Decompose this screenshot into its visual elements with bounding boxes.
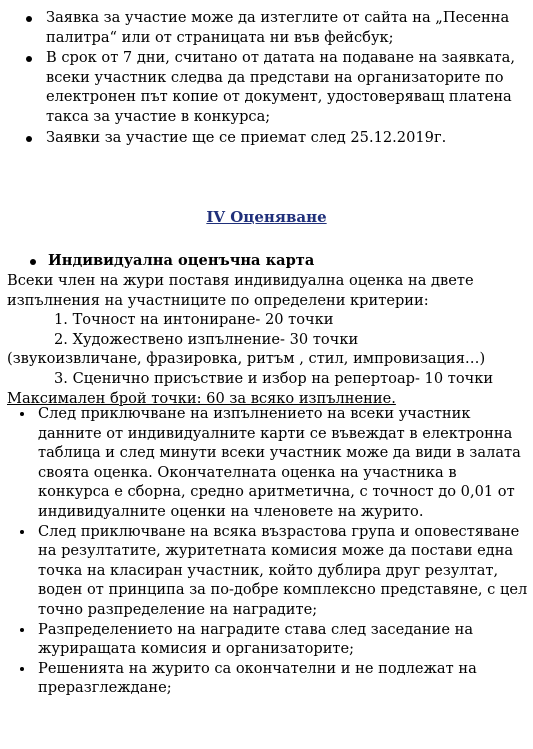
bullet-icon xyxy=(20,412,24,416)
criteria-note: (звукоизвличане, фразировка, ритъм , стил, импровизация…) xyxy=(7,350,486,368)
list-item-text: След приключване на всяка възрастова група и оповестяване на резултатите, журитетната комисия може да постави една точка на класиран участник, който дублира друг резултат, воден от принципа за по-добре комплексно представяне, с цел точно разпределение на наградите; xyxy=(38,522,528,618)
bullet-icon xyxy=(26,136,32,142)
section-heading: IV Оценяване xyxy=(206,208,327,226)
bullet-icon xyxy=(20,530,24,534)
list-item-text: Разпределението на наградите става след заседание на журиращата комисия и организаторите; xyxy=(38,620,474,658)
criterion-2: 2. Художествено изпълнение- 30 точки xyxy=(54,330,359,348)
bullet-icon xyxy=(20,667,24,671)
rules-list xyxy=(16,404,528,698)
list-item xyxy=(16,404,528,522)
list-item xyxy=(24,8,524,47)
list-item xyxy=(24,128,524,148)
bullet-icon xyxy=(20,628,24,632)
list-item xyxy=(16,620,528,659)
max-points: Максимален брой точки: 60 за всяко изпълнение. xyxy=(7,389,396,407)
bullet-icon xyxy=(30,259,36,265)
subsection-heading xyxy=(28,251,314,271)
list-item-text: Заявка за участие може да изтеглите от сайта на „Песенна палитра“ или от страницата ни във фейсбук; xyxy=(46,9,510,46)
registration-list xyxy=(24,8,524,148)
criterion-3: 3. Сценично присъствие и избор на репертоар- 10 точки xyxy=(54,369,494,387)
intro-paragraph: Всеки член на жури поставя индивидуална оценка на двете изпълнения на участниците по определени критерии: xyxy=(7,272,474,309)
criterion-1: 1. Точност на интониране- 20 точки xyxy=(54,311,334,329)
list-item-text: Решенията на журито са окончателни и не подлежат на преразглеждане; xyxy=(38,659,477,697)
list-item xyxy=(16,522,528,620)
bullet-icon xyxy=(26,56,32,62)
list-item-text: Заявки за участие ще се приемат след 25.12.2019г. xyxy=(46,128,447,146)
list-item xyxy=(24,48,524,126)
list-item-text: В срок от 7 дни, считано от датата на подаване на заявката, всеки участник следва да представи на организаторите по електронен път копие от документ, удостоверяващ платена такса за участие в конкурса; xyxy=(46,49,515,125)
list-item xyxy=(16,659,528,698)
list-item-text: След приключване на изпълнението на всеки участник данните от индивидуалните карти се въвеждат в електронна таблица и след минути всеки участник може да види в залата своята оценка. Окончателната оценка на участника в конкурса е сборна, средно аритметична, с точност до 0,01 от индивидуалните оценки на членовете на журито. xyxy=(38,405,521,520)
bullet-icon xyxy=(26,16,32,22)
evaluation-text xyxy=(7,271,527,408)
subsection-heading-text: Индивидуална оценъчна карта xyxy=(48,252,315,269)
